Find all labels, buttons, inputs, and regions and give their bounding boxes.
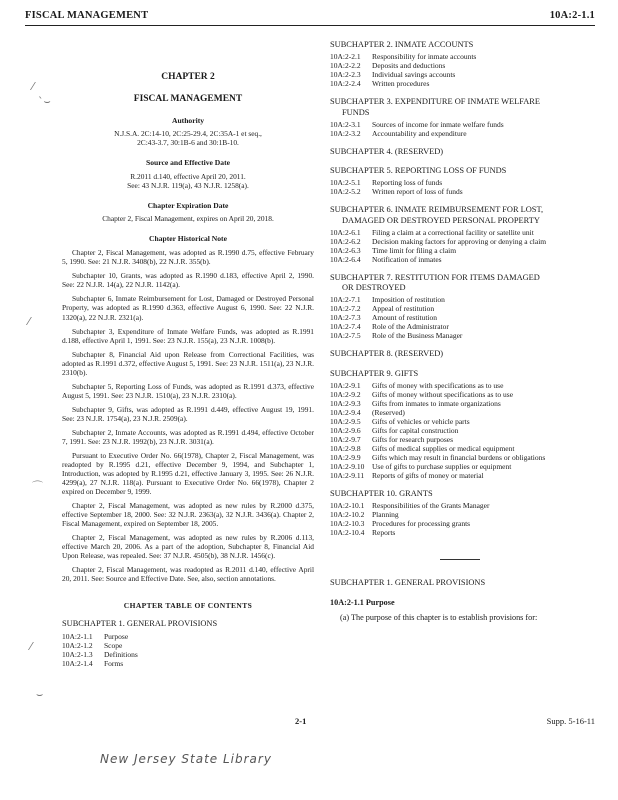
toc-section-title: Procedures for processing grants — [372, 519, 471, 528]
toc-section-title: Reporting loss of funds — [372, 178, 443, 188]
history-paragraph: Chapter 2, Fiscal Management, was adopted as new rules by R.2000 d.375, effective September 18, 2000. See: 32 N.J.R. 2363(a), 32 N.J.R. 3436(a). Chapter 2, Fiscal Management, expired on September 18, 2005. — [62, 501, 314, 529]
toc-section-number: 10A:2-2.4 — [330, 79, 361, 89]
toc-section-title: Reports of gifts of money or material — [372, 470, 484, 480]
toc-section-title: Scope — [104, 640, 123, 650]
toc-subchapter-title — [330, 349, 590, 359]
section-title: 10A:2-1.1 Purpose — [330, 598, 395, 608]
toc-section-number: 10A:2-6.4 — [330, 254, 361, 264]
toc-subchapter-title: SUBCHAPTER 1. GENERAL PROVISIONS — [62, 619, 218, 629]
toc-section-number: 10A:2-7.5 — [330, 331, 361, 341]
history-paragraph: Subchapter 10, Grants, was adopted as R.1990 d.183, effective April 2, 1990. See: 22 N.J.R. 14(a), 22 N.J.R. 1142(a). — [62, 271, 314, 290]
toc-row — [330, 408, 590, 417]
section-separator — [440, 559, 480, 560]
toc-subchapter-title-line: SUBCHAPTER 5. REPORTING LOSS OF FUNDS — [330, 166, 507, 175]
authority-line: N.J.S.A. 2C:14-10, 2C:25-29.4, 2C:35A-1 et seq., — [114, 129, 262, 139]
toc-section-number: 10A:2-10.3 — [330, 519, 365, 528]
toc-subchapter-title — [330, 205, 590, 226]
toc-row — [62, 659, 314, 668]
toc-section-number: 10A:2-7.1 — [330, 295, 361, 305]
toc-section-title: Deposits and deductions — [372, 61, 446, 71]
expiration-heading: Chapter Expiration Date — [147, 200, 229, 210]
toc-section-number: 10A:2-7.3 — [330, 313, 361, 323]
toc-subchapters — [330, 40, 590, 537]
toc-section-title: Gifts for research purposes — [372, 434, 454, 444]
library-stamp: New Jersey State Library — [100, 752, 272, 766]
toc-row — [330, 313, 590, 322]
toc-section-title: Role of the Administrator — [372, 322, 449, 332]
toc-subchapter-title-line: SUBCHAPTER 6. INMATE REIMBURSEMENT FOR LOST, — [330, 205, 544, 215]
toc-section-title: Gifts of money with specifications as to use — [372, 380, 504, 390]
history-notes — [62, 248, 314, 583]
toc-section-title: Role of the Business Manager — [372, 331, 463, 341]
toc-section-number: 10A:2-9.4 — [330, 407, 361, 417]
toc-section-title: Amount of restitution — [372, 313, 437, 323]
toc-row — [330, 471, 590, 480]
toc-subchapter-title — [330, 147, 590, 157]
toc-subchapter-title-line: SUBCHAPTER 2. INMATE ACCOUNTS — [330, 40, 474, 49]
header-section: 10A:2-1.1 — [549, 10, 595, 21]
toc-section-number: 10A:2-10.1 — [330, 501, 365, 510]
toc-section-title: Written report of loss of funds — [372, 187, 463, 197]
toc-section-title: Purpose — [104, 631, 129, 641]
toc-row — [330, 453, 590, 462]
toc-subchapter-title-line: SUBCHAPTER 7. RESTITUTION FOR ITEMS DAMAGED — [330, 272, 540, 282]
toc-section-number: 10A:2-1.2 — [62, 640, 93, 650]
toc-section-title: Sources of income for inmate welfare funds — [372, 119, 504, 129]
toc-section-number: 10A:2-10.2 — [330, 510, 365, 519]
toc-subchapter-title-line: SUBCHAPTER 4. (RESERVED) — [330, 146, 444, 156]
toc-section-number: 10A:2-2.3 — [330, 70, 361, 80]
toc-row — [330, 399, 590, 408]
scan-mark: ⁄ — [28, 315, 30, 328]
scan-mark: ⁄ — [32, 80, 34, 93]
toc-subchapter-title-line: SUBCHAPTER 3. EXPENDITURE OF INMATE WELFARE — [330, 97, 540, 107]
toc-section-number: 10A:2-9.5 — [330, 416, 361, 426]
toc-subchapter-title — [330, 489, 590, 499]
toc-row — [330, 444, 590, 453]
toc-section-number: 10A:2-9.7 — [330, 434, 361, 444]
source-line: See: 43 N.J.R. 119(a), 43 N.J.R. 1258(a). — [127, 180, 249, 190]
toc-subchapter-title — [330, 273, 590, 294]
source-line: R.2011 d.140, effective April 20, 2011. — [130, 171, 246, 181]
toc-section-title: Planning — [372, 510, 399, 519]
toc-row — [330, 501, 590, 510]
toc-heading: CHAPTER TABLE OF CONTENTS — [123, 601, 253, 611]
toc-section-number: 10A:2-9.11 — [330, 470, 365, 480]
toc-section-title: Gifts from inmates to inmate organizations — [372, 398, 501, 408]
header-title: FISCAL MANAGEMENT — [25, 10, 149, 21]
toc-row — [330, 390, 590, 399]
toc-subchapter-title-line: SUBCHAPTER 9. GIFTS — [330, 368, 419, 378]
toc-section-number: 10A:2-9.10 — [330, 461, 365, 471]
scan-mark: ⌣ — [36, 688, 44, 701]
toc-section-number: 10A:2-5.2 — [330, 187, 361, 197]
toc-section-title: Forms — [104, 658, 124, 668]
history-heading: Chapter Historical Note — [149, 234, 227, 244]
supplement-date: Supp. 5-16-11 — [546, 716, 595, 726]
toc-section-title: Gifts for capital construction — [372, 425, 459, 435]
source-heading: Source and Effective Date — [145, 158, 230, 168]
chapter-title: FISCAL MANAGEMENT — [133, 93, 243, 104]
history-paragraph: Subchapter 5, Reporting Loss of Funds, was adopted as R.1991 d.373, effective August 5, 1991. See: 23 N.J.R. 1510(a), 23 N.J.R. 2310(a). — [62, 381, 314, 400]
toc-row — [330, 519, 590, 528]
toc-section-number: 10A:2-3.2 — [330, 128, 361, 138]
running-header — [25, 10, 595, 21]
toc-section-title: Written procedures — [372, 79, 430, 89]
history-paragraph: Chapter 2, Fiscal Management, was adopted as R.1990 d.75, effective February 5, 1990. See: 21 N.J.R. 3408(b), 22 N.J.R. 355(b). — [62, 248, 314, 267]
toc-row — [330, 237, 590, 246]
toc-row — [330, 510, 590, 519]
toc-section-title: (Reserved) — [372, 407, 405, 417]
toc-row — [330, 255, 590, 264]
toc-section-number: 10A:2-1.4 — [62, 658, 93, 668]
toc-row — [330, 70, 590, 79]
toc-section-title: Gifts of vehicles or vehicle parts — [372, 416, 470, 426]
toc-row — [330, 435, 590, 444]
toc-section-title: Decision making factors for approving or denying a claim — [372, 236, 547, 246]
toc-subchapter-title-continued: OR DESTROYED — [342, 283, 406, 292]
toc-row — [330, 304, 590, 313]
toc-section-title: Definitions — [104, 649, 138, 659]
toc-section-title: Reports — [372, 528, 396, 537]
toc-row — [330, 61, 590, 70]
expiration-text: Chapter 2, Fiscal Management, expires on April 20, 2018. — [102, 214, 274, 224]
toc-subchapter-1-rows — [62, 632, 314, 668]
toc-subchapter-title — [330, 369, 590, 379]
toc-section-title: Time limit for filing a claim — [372, 245, 457, 255]
toc-section-number: 10A:2-7.2 — [330, 304, 361, 314]
toc-row — [330, 462, 590, 471]
toc-section-number: 10A:2-2.1 — [330, 52, 361, 62]
page-number: 2-1 — [295, 716, 307, 726]
toc-row — [330, 228, 590, 237]
toc-section-title: Gifts of money without specifications as to use — [372, 389, 514, 399]
toc-row — [330, 295, 590, 304]
scan-mark: ⁄ — [30, 640, 32, 653]
toc-section-title: Responsibilities of the Grants Manager — [372, 501, 490, 510]
toc-row — [330, 79, 590, 88]
toc-section-number: 10A:2-1.3 — [62, 649, 93, 659]
toc-section-title: Gifts of medical supplies or medical equipment — [372, 443, 515, 453]
toc-row — [330, 331, 590, 340]
history-paragraph: Pursuant to Executive Order No. 66(1978), Chapter 2, Fiscal Management, was readopted by R.1995 d.21, effective December 9, 1994, and Subchapter 1, Introduction, was adopted by R.1995 d.21, effective January 3, 1995. See: 26 N.J.R. 4299(a), 27 N.J.R. 118(a). Pursuant to Executive Order No. 66(1978), Chapter 2 expired on December 9, 1999. — [62, 450, 314, 496]
toc-section-number: 10A:2-2.2 — [330, 61, 361, 71]
toc-section-title: Gifts which may result in financial burdens or obligations — [372, 452, 546, 462]
toc-subchapter-title — [330, 97, 590, 118]
history-paragraph: Chapter 2, Fiscal Management, was adopted as new rules by R.2006 d.113, effective March 20, 2006. As a part of the adoption, Subchapter 8, Financial Aid Upon Release, was repealed. See: 37 N.J.R. 4505(b), 38 N.J.R. 1456(c). — [62, 533, 314, 561]
toc-row — [330, 426, 590, 435]
toc-row — [62, 632, 314, 641]
authority-line: 2C:43-3.7, 30:1B-6 and 30:1B-10. — [137, 138, 239, 148]
toc-section-number: 10A:2-9.3 — [330, 398, 361, 408]
toc-subchapter-title — [330, 40, 590, 50]
toc-section-title: Responsibility for inmate accounts — [372, 52, 477, 62]
toc-section-number: 10A:2-6.2 — [330, 236, 361, 246]
right-column — [330, 40, 590, 624]
toc-section-number: 10A:2-9.1 — [330, 380, 361, 390]
toc-section-title: Notification of inmates — [372, 254, 442, 264]
chapter-number: CHAPTER 2 — [161, 72, 215, 82]
toc-section-number: 10A:2-5.1 — [330, 178, 361, 188]
toc-subchapter-title — [330, 166, 590, 176]
toc-row — [330, 129, 590, 138]
toc-row — [330, 120, 590, 129]
left-column — [62, 40, 314, 668]
toc-row — [62, 650, 314, 659]
toc-section-title: Imposition of restitution — [372, 295, 445, 305]
toc-section-number: 10A:2-7.4 — [330, 322, 361, 332]
toc-section-title: Use of gifts to purchase supplies or equipment — [372, 461, 512, 471]
history-paragraph: Subchapter 9, Gifts, was adopted as R.1991 d.449, effective August 19, 1991. See: 23 N.J.R. 1754(a), 23 N.J.R. 2509(a). — [62, 404, 314, 423]
toc-row — [330, 52, 590, 61]
history-paragraph: Subchapter 8, Financial Aid upon Release from Correctional Facilities, was adopted as R.1991 d.372, effective August 5, 1991. See: 23 N.J.R. 1511(a), 23 N.J.R. 2310(b). — [62, 349, 314, 377]
authority-heading: Authority — [171, 116, 205, 126]
toc-section-number: 10A:2-9.8 — [330, 443, 361, 453]
toc-section-number: 10A:2-3.1 — [330, 119, 361, 129]
scan-mark: ⌒ — [32, 480, 43, 493]
toc-section-number: 10A:2-9.2 — [330, 389, 361, 399]
history-paragraph: Subchapter 3, Expenditure of Inmate Welfare Funds, was adopted as R.1991 d.188, effective April 1, 1991. See: 23 N.J.R. 155(a), 23 N.J.R. 1008(b). — [62, 326, 314, 345]
toc-subchapter-title-line: SUBCHAPTER 8. (RESERVED) — [330, 349, 444, 359]
toc-row — [330, 528, 590, 537]
toc-section-number: 10A:2-6.1 — [330, 227, 361, 237]
toc-section-title: Appeal of restitution — [372, 304, 435, 314]
history-paragraph: Subchapter 6, Inmate Reimbursement for Lost, Damaged or Destroyed Personal Property, was adopted as R.1990 d.363, effective August 6, 1990. See: 22 N.J.R. 1320(a), 22 N.J.R. 2321(a). — [62, 294, 314, 322]
toc-row — [62, 641, 314, 650]
toc-row — [330, 381, 590, 390]
toc-row — [330, 178, 590, 187]
toc-section-number: 10A:2-1.1 — [62, 631, 93, 641]
history-paragraph: Chapter 2, Fiscal Management, was readopted as R.2011 d.140, effective April 20, 2011. See: Source and Effective Date. See, also, section annotations. — [62, 565, 314, 584]
toc-subchapter-title-continued: FUNDS — [342, 107, 370, 117]
toc-row — [330, 246, 590, 255]
toc-row — [330, 417, 590, 426]
header-rule — [25, 25, 595, 26]
toc-section-title: Individual savings accounts — [372, 70, 456, 80]
toc-subchapter-title-continued: DAMAGED OR DESTROYED PERSONAL PROPERTY — [342, 215, 540, 225]
history-paragraph: Subchapter 2, Inmate Accounts, was adopted as R.1991 d.494, effective October 7, 1991. See: 23 N.J.R. 1992(b), 23 N.J.R. 3031(a). — [62, 427, 314, 446]
body-subchapter-title: SUBCHAPTER 1. GENERAL PROVISIONS — [330, 578, 486, 587]
toc-section-title: Filing a claim at a correctional facility or satellite unit — [372, 227, 534, 237]
toc-subchapter-title-line: SUBCHAPTER 10. GRANTS — [330, 488, 433, 498]
toc-section-number: 10A:2-10.4 — [330, 528, 365, 537]
section-text: (a) The purpose of this chapter is to establish provisions for: — [340, 613, 538, 623]
toc-row — [330, 322, 590, 331]
scan-mark: ˋ⌣ — [38, 95, 51, 108]
toc-section-number: 10A:2-9.6 — [330, 425, 361, 435]
toc-row — [330, 187, 590, 196]
toc-section-number: 10A:2-9.9 — [330, 452, 361, 462]
toc-section-title: Accountability and expenditure — [372, 128, 467, 138]
toc-section-number: 10A:2-6.3 — [330, 245, 361, 255]
